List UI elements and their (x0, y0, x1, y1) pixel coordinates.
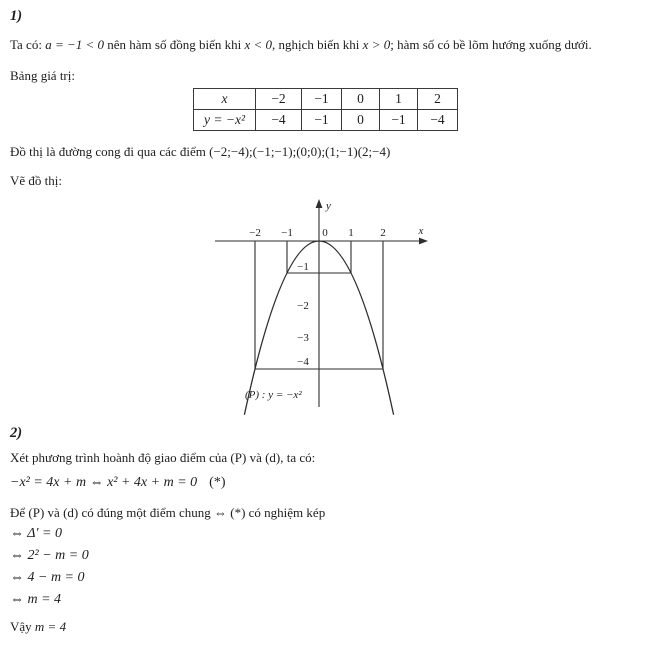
points-line (10, 143, 640, 160)
text-run: Đồ thị là đường cong đi qua các điểm (10, 144, 210, 159)
math-run: x > 0 (362, 37, 391, 52)
part2-intro: Xét phương trình hoành độ giao điểm của (P) và (d), ta có: (10, 450, 316, 465)
text-run: , nghịch biến khi (272, 37, 363, 52)
table-cell: −2 (256, 89, 302, 110)
math-run: a = −1 < 0 (45, 37, 105, 52)
x-axis-label: x (418, 225, 424, 237)
x-axis-arrow-icon (419, 238, 428, 245)
table-cell: 1 (380, 89, 418, 110)
points-list: (−2;−4);(−1;−1);(0;0);(1;−1)(2;−4) (209, 144, 391, 159)
x-tick-label: 2 (380, 227, 386, 239)
y-tick-label: −1 (297, 261, 309, 273)
math-run: ⇔ (*) (213, 505, 246, 520)
table-cell: −4 (418, 110, 458, 131)
draw-graph-label: Vẽ đồ thị: (10, 173, 62, 188)
math-run: m = 4 (34, 619, 67, 634)
part1-paragraph (10, 36, 640, 53)
text-run: Để (P) và (d) có đúng một điểm chung (10, 505, 214, 520)
solution-step: ⇔ 4 − m = 0 (10, 570, 85, 585)
table-row-x (194, 89, 458, 110)
text-run: có nghiệm kép (245, 505, 326, 520)
y-axis-label: y (326, 200, 331, 212)
equation: −x² = 4x + m ⇔ x² + 4x + m = 0 (10, 475, 198, 490)
table-row-y (194, 110, 458, 131)
equation-tag: (*) (209, 475, 226, 490)
conclusion-line (10, 618, 640, 636)
table-cell: 0 (342, 89, 380, 110)
equation-star (10, 474, 640, 492)
value-table (193, 88, 458, 131)
y-tick-label: −4 (297, 356, 309, 368)
table-cell: x (194, 89, 256, 110)
table-cell: y = −x² (194, 110, 256, 131)
y-axis-arrow-icon (316, 199, 323, 208)
solution-step: ⇔ 2² − m = 0 (10, 548, 89, 563)
text-run: Vậy (10, 619, 35, 634)
x-tick-label: −1 (281, 227, 293, 239)
x-tick-label: 1 (348, 227, 354, 239)
curve-label: (P) : y = −x² (245, 389, 302, 401)
text-run: ; hàm số có bề lõm hướng xuống dưới. (390, 37, 592, 52)
y-tick-label: −2 (297, 300, 309, 312)
value-table-label: Bảng giá trị: (10, 68, 75, 83)
parabola-graph (200, 195, 435, 419)
x-tick-label: −2 (249, 227, 261, 239)
part1-heading: 1) (10, 8, 23, 24)
condition-line (10, 504, 640, 521)
origin-label: 0 (322, 227, 328, 239)
text-run: nên hàm số đồng biến khi (104, 37, 245, 52)
table-cell: −4 (256, 110, 302, 131)
solution-step: ⇔ m = 4 (10, 592, 62, 607)
y-tick-label: −3 (297, 332, 309, 344)
solution-step: ⇔ Δ′ = 0 (10, 526, 62, 541)
text-run: Ta có: (10, 37, 46, 52)
table-cell: 0 (342, 110, 380, 131)
table-cell: −1 (302, 89, 342, 110)
table-cell: 2 (418, 89, 458, 110)
parabola-graph-svg (200, 195, 435, 419)
math-run: x < 0 (244, 37, 273, 52)
table-cell: −1 (302, 110, 342, 131)
table-cell: −1 (380, 110, 418, 131)
part2-heading: 2) (10, 425, 23, 441)
